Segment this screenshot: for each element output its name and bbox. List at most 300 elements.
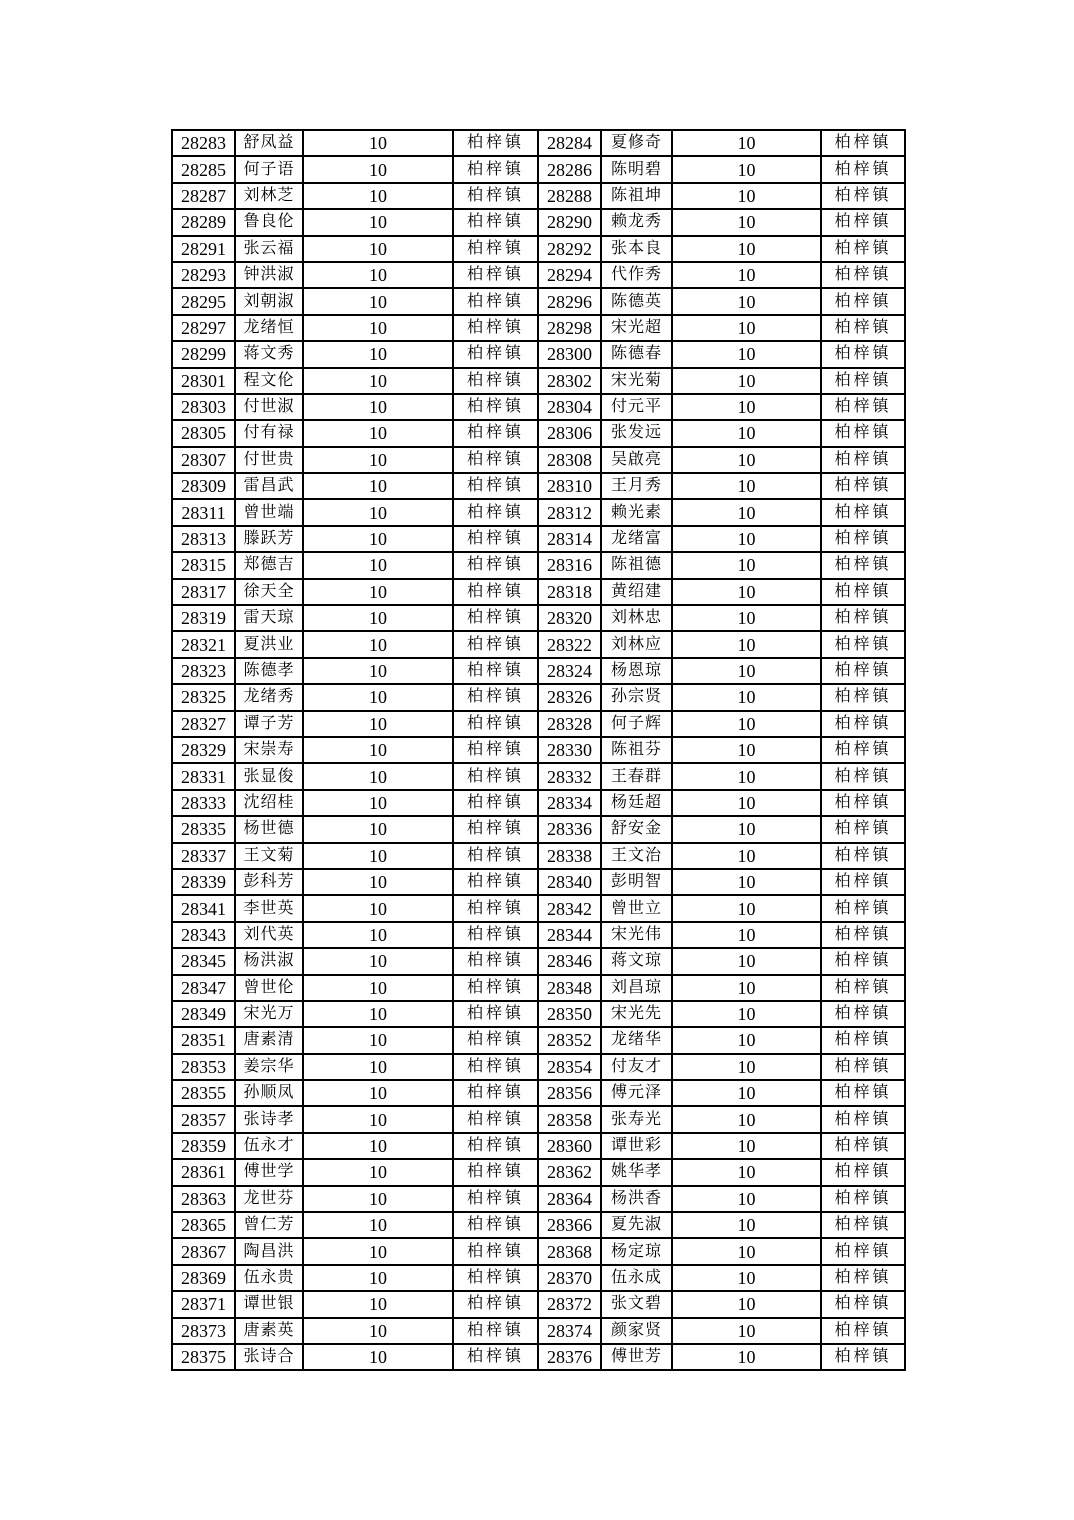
value-cell: 10 bbox=[303, 1159, 453, 1185]
value-cell: 10 bbox=[303, 1001, 453, 1027]
town-cell: 柏梓镇 bbox=[821, 843, 905, 869]
value-cell: 10 bbox=[672, 315, 821, 341]
town-cell: 柏梓镇 bbox=[821, 1344, 905, 1370]
name-cell: 姚华孝 bbox=[601, 1159, 672, 1185]
value-cell: 10 bbox=[672, 236, 821, 262]
record-id-cell: 28351 bbox=[172, 1027, 235, 1053]
name-cell: 张显俊 bbox=[235, 763, 303, 789]
name-cell: 王春群 bbox=[601, 763, 672, 789]
name-cell: 张发远 bbox=[601, 420, 672, 446]
name-cell: 唐素清 bbox=[235, 1027, 303, 1053]
record-id-cell: 28310 bbox=[538, 473, 601, 499]
name-cell: 彭科芳 bbox=[235, 869, 303, 895]
record-id-cell: 28290 bbox=[538, 209, 601, 235]
value-cell: 10 bbox=[303, 368, 453, 394]
name-cell: 谭世彩 bbox=[601, 1133, 672, 1159]
value-cell: 10 bbox=[672, 843, 821, 869]
value-cell: 10 bbox=[672, 1344, 821, 1370]
record-id-cell: 28328 bbox=[538, 711, 601, 737]
town-cell: 柏梓镇 bbox=[453, 631, 538, 657]
name-cell: 张寿光 bbox=[601, 1106, 672, 1132]
record-id-cell: 28285 bbox=[172, 156, 235, 182]
table-row bbox=[172, 763, 905, 789]
town-cell: 柏梓镇 bbox=[821, 447, 905, 473]
value-cell: 10 bbox=[672, 552, 821, 578]
name-cell: 王月秀 bbox=[601, 473, 672, 499]
value-cell: 10 bbox=[672, 579, 821, 605]
town-cell: 柏梓镇 bbox=[821, 1106, 905, 1132]
value-cell: 10 bbox=[303, 209, 453, 235]
value-cell: 10 bbox=[303, 341, 453, 367]
value-cell: 10 bbox=[672, 262, 821, 288]
record-id-cell: 28291 bbox=[172, 236, 235, 262]
value-cell: 10 bbox=[303, 1265, 453, 1291]
town-cell: 柏梓镇 bbox=[821, 1318, 905, 1344]
record-id-cell: 28374 bbox=[538, 1318, 601, 1344]
name-cell: 夏修奇 bbox=[601, 130, 672, 156]
record-id-cell: 28288 bbox=[538, 183, 601, 209]
town-cell: 柏梓镇 bbox=[821, 1212, 905, 1238]
town-cell: 柏梓镇 bbox=[821, 895, 905, 921]
town-cell: 柏梓镇 bbox=[821, 156, 905, 182]
record-id-cell: 28343 bbox=[172, 922, 235, 948]
town-cell: 柏梓镇 bbox=[821, 1001, 905, 1027]
name-cell: 彭明智 bbox=[601, 869, 672, 895]
value-cell: 10 bbox=[303, 790, 453, 816]
value-cell: 10 bbox=[303, 763, 453, 789]
value-cell: 10 bbox=[303, 420, 453, 446]
table-row bbox=[172, 1344, 905, 1370]
record-id-cell: 28326 bbox=[538, 684, 601, 710]
value-cell: 10 bbox=[303, 156, 453, 182]
value-cell: 10 bbox=[303, 816, 453, 842]
record-id-cell: 28319 bbox=[172, 605, 235, 631]
town-cell: 柏梓镇 bbox=[453, 1106, 538, 1132]
record-id-cell: 28339 bbox=[172, 869, 235, 895]
value-cell: 10 bbox=[303, 1027, 453, 1053]
value-cell: 10 bbox=[672, 183, 821, 209]
value-cell: 10 bbox=[303, 552, 453, 578]
table-row bbox=[172, 1159, 905, 1185]
value-cell: 10 bbox=[672, 975, 821, 1001]
record-id-cell: 28346 bbox=[538, 948, 601, 974]
record-id-cell: 28287 bbox=[172, 183, 235, 209]
town-cell: 柏梓镇 bbox=[453, 869, 538, 895]
value-cell: 10 bbox=[303, 711, 453, 737]
value-cell: 10 bbox=[303, 236, 453, 262]
value-cell: 10 bbox=[303, 288, 453, 314]
town-cell: 柏梓镇 bbox=[453, 658, 538, 684]
name-cell: 张云福 bbox=[235, 236, 303, 262]
value-cell: 10 bbox=[672, 948, 821, 974]
town-cell: 柏梓镇 bbox=[453, 552, 538, 578]
name-cell: 蒋文琼 bbox=[601, 948, 672, 974]
town-cell: 柏梓镇 bbox=[821, 1186, 905, 1212]
name-cell: 代作秀 bbox=[601, 262, 672, 288]
name-cell: 谭子芳 bbox=[235, 711, 303, 737]
name-cell: 伍永成 bbox=[601, 1265, 672, 1291]
name-cell: 宋光伟 bbox=[601, 922, 672, 948]
town-cell: 柏梓镇 bbox=[821, 552, 905, 578]
name-cell: 雷昌武 bbox=[235, 473, 303, 499]
table-row bbox=[172, 1318, 905, 1344]
value-cell: 10 bbox=[303, 1133, 453, 1159]
town-cell: 柏梓镇 bbox=[453, 341, 538, 367]
town-cell: 柏梓镇 bbox=[453, 473, 538, 499]
name-cell: 夏先淑 bbox=[601, 1212, 672, 1238]
town-cell: 柏梓镇 bbox=[821, 236, 905, 262]
value-cell: 10 bbox=[672, 1265, 821, 1291]
record-id-cell: 28322 bbox=[538, 631, 601, 657]
town-cell: 柏梓镇 bbox=[453, 1238, 538, 1264]
town-cell: 柏梓镇 bbox=[453, 895, 538, 921]
name-cell: 龙绪华 bbox=[601, 1027, 672, 1053]
name-cell: 宋崇寿 bbox=[235, 737, 303, 763]
name-cell: 陈德孝 bbox=[235, 658, 303, 684]
town-cell: 柏梓镇 bbox=[821, 975, 905, 1001]
record-id-cell: 28366 bbox=[538, 1212, 601, 1238]
name-cell: 张本良 bbox=[601, 236, 672, 262]
value-cell: 10 bbox=[672, 631, 821, 657]
name-cell: 姜宗华 bbox=[235, 1054, 303, 1080]
value-cell: 10 bbox=[303, 631, 453, 657]
record-id-cell: 28340 bbox=[538, 869, 601, 895]
value-cell: 10 bbox=[672, 922, 821, 948]
record-id-cell: 28347 bbox=[172, 975, 235, 1001]
record-id-cell: 28308 bbox=[538, 447, 601, 473]
record-id-cell: 28311 bbox=[172, 499, 235, 525]
value-cell: 10 bbox=[303, 1344, 453, 1370]
name-cell: 刘林忠 bbox=[601, 605, 672, 631]
name-cell: 龙世芬 bbox=[235, 1186, 303, 1212]
town-cell: 柏梓镇 bbox=[453, 183, 538, 209]
value-cell: 10 bbox=[672, 1106, 821, 1132]
value-cell: 10 bbox=[672, 1159, 821, 1185]
table-row bbox=[172, 1054, 905, 1080]
record-id-cell: 28312 bbox=[538, 499, 601, 525]
name-cell: 付有禄 bbox=[235, 420, 303, 446]
record-id-cell: 28375 bbox=[172, 1344, 235, 1370]
town-cell: 柏梓镇 bbox=[821, 631, 905, 657]
town-cell: 柏梓镇 bbox=[821, 368, 905, 394]
record-id-cell: 28329 bbox=[172, 737, 235, 763]
record-id-cell: 28295 bbox=[172, 288, 235, 314]
name-cell: 蒋文秀 bbox=[235, 341, 303, 367]
name-cell: 曾世伦 bbox=[235, 975, 303, 1001]
town-cell: 柏梓镇 bbox=[821, 790, 905, 816]
table-row bbox=[172, 394, 905, 420]
name-cell: 雷天琼 bbox=[235, 605, 303, 631]
town-cell: 柏梓镇 bbox=[453, 394, 538, 420]
name-cell: 鲁良伦 bbox=[235, 209, 303, 235]
record-id-cell: 28355 bbox=[172, 1080, 235, 1106]
value-cell: 10 bbox=[303, 394, 453, 420]
value-cell: 10 bbox=[672, 130, 821, 156]
name-cell: 王文菊 bbox=[235, 843, 303, 869]
record-id-cell: 28350 bbox=[538, 1001, 601, 1027]
name-cell: 宋光先 bbox=[601, 1001, 672, 1027]
name-cell: 宋光菊 bbox=[601, 368, 672, 394]
record-id-cell: 28345 bbox=[172, 948, 235, 974]
town-cell: 柏梓镇 bbox=[821, 658, 905, 684]
table-row bbox=[172, 341, 905, 367]
table-row bbox=[172, 1186, 905, 1212]
record-id-cell: 28302 bbox=[538, 368, 601, 394]
value-cell: 10 bbox=[303, 130, 453, 156]
table-row bbox=[172, 948, 905, 974]
town-cell: 柏梓镇 bbox=[821, 262, 905, 288]
town-cell: 柏梓镇 bbox=[821, 605, 905, 631]
town-cell: 柏梓镇 bbox=[453, 711, 538, 737]
record-id-cell: 28318 bbox=[538, 579, 601, 605]
name-cell: 孙顺凤 bbox=[235, 1080, 303, 1106]
value-cell: 10 bbox=[672, 1054, 821, 1080]
table-row bbox=[172, 711, 905, 737]
value-cell: 10 bbox=[303, 262, 453, 288]
name-cell: 陶昌洪 bbox=[235, 1238, 303, 1264]
name-cell: 刘昌琼 bbox=[601, 975, 672, 1001]
town-cell: 柏梓镇 bbox=[821, 579, 905, 605]
table-row bbox=[172, 1080, 905, 1106]
value-cell: 10 bbox=[303, 869, 453, 895]
value-cell: 10 bbox=[672, 790, 821, 816]
value-cell: 10 bbox=[303, 1291, 453, 1317]
table-row bbox=[172, 1291, 905, 1317]
town-cell: 柏梓镇 bbox=[453, 526, 538, 552]
record-id-cell: 28321 bbox=[172, 631, 235, 657]
table-row bbox=[172, 1265, 905, 1291]
value-cell: 10 bbox=[672, 737, 821, 763]
table-row bbox=[172, 843, 905, 869]
table-row bbox=[172, 288, 905, 314]
town-cell: 柏梓镇 bbox=[453, 843, 538, 869]
name-cell: 孙宗贤 bbox=[601, 684, 672, 710]
record-id-cell: 28324 bbox=[538, 658, 601, 684]
name-cell: 何子辉 bbox=[601, 711, 672, 737]
record-id-cell: 28296 bbox=[538, 288, 601, 314]
record-id-cell: 28320 bbox=[538, 605, 601, 631]
record-id-cell: 28341 bbox=[172, 895, 235, 921]
record-id-cell: 28358 bbox=[538, 1106, 601, 1132]
record-id-cell: 28305 bbox=[172, 420, 235, 446]
town-cell: 柏梓镇 bbox=[821, 1291, 905, 1317]
town-cell: 柏梓镇 bbox=[453, 420, 538, 446]
record-id-cell: 28342 bbox=[538, 895, 601, 921]
town-cell: 柏梓镇 bbox=[821, 922, 905, 948]
name-cell: 舒凤益 bbox=[235, 130, 303, 156]
record-id-cell: 28357 bbox=[172, 1106, 235, 1132]
name-cell: 龙绪恒 bbox=[235, 315, 303, 341]
name-cell: 刘林应 bbox=[601, 631, 672, 657]
name-cell: 黄绍建 bbox=[601, 579, 672, 605]
town-cell: 柏梓镇 bbox=[821, 711, 905, 737]
town-cell: 柏梓镇 bbox=[453, 156, 538, 182]
town-cell: 柏梓镇 bbox=[453, 315, 538, 341]
record-id-cell: 28349 bbox=[172, 1001, 235, 1027]
town-cell: 柏梓镇 bbox=[453, 209, 538, 235]
record-id-cell: 28372 bbox=[538, 1291, 601, 1317]
town-cell: 柏梓镇 bbox=[453, 1212, 538, 1238]
value-cell: 10 bbox=[672, 869, 821, 895]
record-id-cell: 28304 bbox=[538, 394, 601, 420]
value-cell: 10 bbox=[303, 526, 453, 552]
town-cell: 柏梓镇 bbox=[821, 948, 905, 974]
value-cell: 10 bbox=[672, 156, 821, 182]
record-id-cell: 28327 bbox=[172, 711, 235, 737]
value-cell: 10 bbox=[672, 816, 821, 842]
name-cell: 刘林芝 bbox=[235, 183, 303, 209]
record-id-cell: 28352 bbox=[538, 1027, 601, 1053]
name-cell: 陈明碧 bbox=[601, 156, 672, 182]
value-cell: 10 bbox=[303, 1106, 453, 1132]
record-id-cell: 28359 bbox=[172, 1133, 235, 1159]
name-cell: 杨洪香 bbox=[601, 1186, 672, 1212]
town-cell: 柏梓镇 bbox=[453, 1080, 538, 1106]
value-cell: 10 bbox=[303, 737, 453, 763]
record-id-cell: 28363 bbox=[172, 1186, 235, 1212]
town-cell: 柏梓镇 bbox=[453, 236, 538, 262]
record-id-cell: 28299 bbox=[172, 341, 235, 367]
value-cell: 10 bbox=[672, 658, 821, 684]
value-cell: 10 bbox=[303, 843, 453, 869]
name-cell: 龙绪富 bbox=[601, 526, 672, 552]
town-cell: 柏梓镇 bbox=[821, 394, 905, 420]
name-cell: 付元平 bbox=[601, 394, 672, 420]
town-cell: 柏梓镇 bbox=[821, 1133, 905, 1159]
name-cell: 杨廷超 bbox=[601, 790, 672, 816]
record-id-cell: 28303 bbox=[172, 394, 235, 420]
value-cell: 10 bbox=[672, 394, 821, 420]
value-cell: 10 bbox=[672, 605, 821, 631]
table-row bbox=[172, 975, 905, 1001]
name-cell: 沈绍桂 bbox=[235, 790, 303, 816]
town-cell: 柏梓镇 bbox=[453, 922, 538, 948]
value-cell: 10 bbox=[672, 420, 821, 446]
record-id-cell: 28289 bbox=[172, 209, 235, 235]
name-cell: 赖光素 bbox=[601, 499, 672, 525]
record-id-cell: 28362 bbox=[538, 1159, 601, 1185]
value-cell: 10 bbox=[303, 579, 453, 605]
value-cell: 10 bbox=[672, 1001, 821, 1027]
record-id-cell: 28292 bbox=[538, 236, 601, 262]
name-cell: 张诗合 bbox=[235, 1344, 303, 1370]
town-cell: 柏梓镇 bbox=[821, 684, 905, 710]
town-cell: 柏梓镇 bbox=[453, 368, 538, 394]
record-id-cell: 28301 bbox=[172, 368, 235, 394]
table-row bbox=[172, 447, 905, 473]
name-cell: 舒安金 bbox=[601, 816, 672, 842]
town-cell: 柏梓镇 bbox=[453, 1291, 538, 1317]
value-cell: 10 bbox=[672, 368, 821, 394]
town-cell: 柏梓镇 bbox=[453, 684, 538, 710]
name-cell: 唐素英 bbox=[235, 1318, 303, 1344]
value-cell: 10 bbox=[672, 341, 821, 367]
name-cell: 李世英 bbox=[235, 895, 303, 921]
value-cell: 10 bbox=[672, 473, 821, 499]
table-row bbox=[172, 579, 905, 605]
table-row bbox=[172, 236, 905, 262]
record-id-cell: 28323 bbox=[172, 658, 235, 684]
town-cell: 柏梓镇 bbox=[453, 499, 538, 525]
record-id-cell: 28356 bbox=[538, 1080, 601, 1106]
table-row bbox=[172, 1027, 905, 1053]
record-id-cell: 28369 bbox=[172, 1265, 235, 1291]
table-row bbox=[172, 315, 905, 341]
record-id-cell: 28364 bbox=[538, 1186, 601, 1212]
name-cell: 谭世银 bbox=[235, 1291, 303, 1317]
table-row bbox=[172, 737, 905, 763]
name-cell: 张文碧 bbox=[601, 1291, 672, 1317]
town-cell: 柏梓镇 bbox=[821, 341, 905, 367]
value-cell: 10 bbox=[303, 895, 453, 921]
table-row bbox=[172, 790, 905, 816]
table-row bbox=[172, 1133, 905, 1159]
name-cell: 杨定琼 bbox=[601, 1238, 672, 1264]
value-cell: 10 bbox=[303, 1186, 453, 1212]
record-id-cell: 28283 bbox=[172, 130, 235, 156]
name-cell: 付友才 bbox=[601, 1054, 672, 1080]
table-row bbox=[172, 922, 905, 948]
record-id-cell: 28348 bbox=[538, 975, 601, 1001]
value-cell: 10 bbox=[672, 1133, 821, 1159]
name-cell: 傅世芳 bbox=[601, 1344, 672, 1370]
name-cell: 滕跃芳 bbox=[235, 526, 303, 552]
town-cell: 柏梓镇 bbox=[821, 288, 905, 314]
table-row bbox=[172, 526, 905, 552]
record-id-cell: 28284 bbox=[538, 130, 601, 156]
name-cell: 付世贵 bbox=[235, 447, 303, 473]
name-cell: 宋光超 bbox=[601, 315, 672, 341]
record-id-cell: 28337 bbox=[172, 843, 235, 869]
town-cell: 柏梓镇 bbox=[453, 790, 538, 816]
value-cell: 10 bbox=[672, 288, 821, 314]
value-cell: 10 bbox=[303, 658, 453, 684]
town-cell: 柏梓镇 bbox=[453, 816, 538, 842]
value-cell: 10 bbox=[672, 209, 821, 235]
record-id-cell: 28293 bbox=[172, 262, 235, 288]
table-row bbox=[172, 552, 905, 578]
town-cell: 柏梓镇 bbox=[821, 1080, 905, 1106]
town-cell: 柏梓镇 bbox=[453, 605, 538, 631]
table-row bbox=[172, 1238, 905, 1264]
town-cell: 柏梓镇 bbox=[453, 1159, 538, 1185]
record-id-cell: 28334 bbox=[538, 790, 601, 816]
record-id-cell: 28368 bbox=[538, 1238, 601, 1264]
record-id-cell: 28360 bbox=[538, 1133, 601, 1159]
table-row bbox=[172, 658, 905, 684]
town-cell: 柏梓镇 bbox=[821, 315, 905, 341]
record-id-cell: 28361 bbox=[172, 1159, 235, 1185]
value-cell: 10 bbox=[672, 711, 821, 737]
table-row bbox=[172, 130, 905, 156]
value-cell: 10 bbox=[303, 473, 453, 499]
town-cell: 柏梓镇 bbox=[821, 737, 905, 763]
town-cell: 柏梓镇 bbox=[453, 1133, 538, 1159]
town-cell: 柏梓镇 bbox=[453, 1027, 538, 1053]
value-cell: 10 bbox=[303, 948, 453, 974]
name-cell: 陈祖芬 bbox=[601, 737, 672, 763]
record-id-cell: 28376 bbox=[538, 1344, 601, 1370]
name-cell: 张诗孝 bbox=[235, 1106, 303, 1132]
table-row bbox=[172, 816, 905, 842]
record-id-cell: 28354 bbox=[538, 1054, 601, 1080]
town-cell: 柏梓镇 bbox=[453, 1344, 538, 1370]
table-row bbox=[172, 1106, 905, 1132]
name-cell: 赖龙秀 bbox=[601, 209, 672, 235]
table-row bbox=[172, 631, 905, 657]
name-cell: 夏洪业 bbox=[235, 631, 303, 657]
value-cell: 10 bbox=[303, 605, 453, 631]
